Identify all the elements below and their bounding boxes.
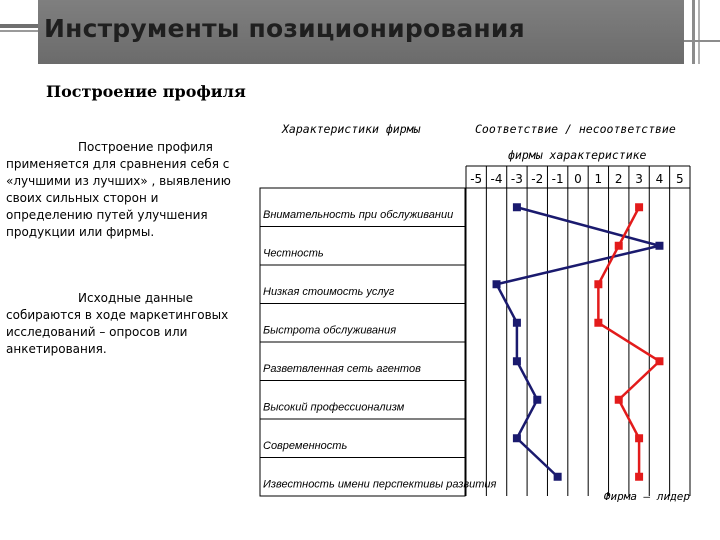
series-point <box>615 396 623 404</box>
series-point <box>635 434 643 442</box>
header-compliance-line1: Соответствие / несоответствие <box>475 122 676 136</box>
header-characteristics: Характеристики фирмы <box>282 122 421 136</box>
category-label: Низкая стоимость услуг <box>263 286 395 298</box>
series-point <box>635 203 643 211</box>
header-compliance-line2: фирмы характеристике <box>508 148 647 162</box>
series-point <box>513 203 521 211</box>
category-label: Честность <box>263 247 324 260</box>
x-tick-label: 0 <box>574 172 582 186</box>
x-tick-label: -2 <box>531 172 544 186</box>
category-label: Быстрота обслуживания <box>263 324 397 337</box>
series-point <box>635 473 643 481</box>
x-tick-label: 4 <box>655 172 664 186</box>
series-point <box>594 280 602 288</box>
series-point <box>655 242 663 250</box>
category-label: Разветвленная сеть агентов <box>263 363 421 375</box>
series-point <box>533 396 541 404</box>
category-label: Современность <box>263 440 348 452</box>
paragraph-2: Исходные данные собираются в ходе маркетинговых исследований – опросов или анкетирования. <box>6 291 229 356</box>
slide-title: Инструменты позиционирования <box>44 14 525 43</box>
series-point <box>493 280 501 288</box>
series-point <box>554 473 562 481</box>
series-point <box>513 357 521 365</box>
x-tick-label: -3 <box>510 172 523 186</box>
category-label: Известность имени перспективы развития <box>263 478 497 491</box>
series-line <box>497 207 660 477</box>
paragraph-1: Построение профиля применяется для сравнения себя с «лучшими из лучших» , выявлению своих сильных сторон и определению путей улучшения продукции или фирмы. <box>6 140 231 239</box>
footer-label: Фирма – лидер <box>603 490 690 503</box>
series-point <box>594 319 602 327</box>
x-tick-label: 1 <box>594 172 603 186</box>
series-point <box>615 242 623 250</box>
series-point <box>513 319 521 327</box>
series-point <box>513 434 521 442</box>
category-label: Высокий профессионализм <box>263 401 405 414</box>
x-tick-label: -5 <box>470 172 483 186</box>
slide-subtitle: Построение профиля <box>46 82 246 101</box>
x-tick-label: 3 <box>635 172 643 186</box>
series-point <box>655 357 663 365</box>
x-tick-label: 2 <box>614 172 623 186</box>
x-tick-label: -4 <box>490 172 503 186</box>
x-tick-label: -1 <box>551 172 564 186</box>
category-label: Внимательность при обслуживании <box>263 209 454 221</box>
x-tick-label: 5 <box>675 172 684 186</box>
